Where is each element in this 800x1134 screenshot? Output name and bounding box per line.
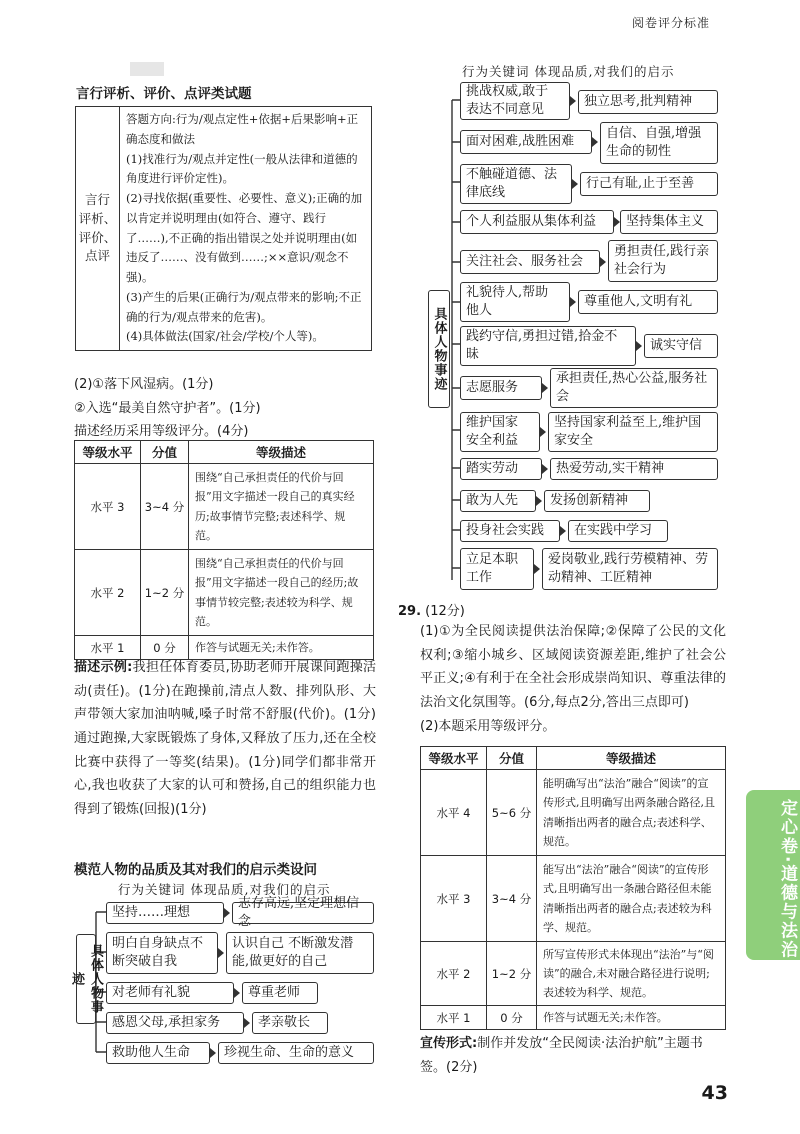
- action-box: 感恩父母,承担家务: [106, 1012, 244, 1034]
- quality-box: 坚持国家利益至上,维护国家安全: [548, 412, 718, 452]
- q29-number: 29.: [398, 604, 422, 619]
- action-box: 礼貌待人,帮助他人: [460, 282, 570, 322]
- action-box: 不触碰道德、法律底线: [460, 164, 572, 204]
- quality-box: 自信、自强,增强生命的韧性: [600, 122, 718, 164]
- col-header: 等级描述: [537, 747, 726, 770]
- action-box: 关注社会、服务社会: [460, 250, 600, 274]
- level-cell: 水平 2: [421, 942, 487, 1006]
- score-cell: 0 分: [487, 1006, 537, 1030]
- desc-cell: 围绕“自己承担责任的代价与回报”用文字描述一段自己的经历;故事情节较完整;表述较为科学、规范。: [189, 550, 374, 636]
- page-number: 43: [701, 1082, 728, 1104]
- q29-header: [398, 600, 465, 619]
- left-keyword-header: 行为关键词 体现品质,对我们的启示: [118, 882, 331, 897]
- level-cell: 水平 3: [421, 856, 487, 942]
- quality-box: 诚实守信: [644, 334, 718, 358]
- section1-title: 言行评析、评价、点评类试题: [76, 86, 252, 102]
- table1-row-label: 言行 评析、 评价、 点评: [76, 107, 120, 351]
- arrow-icon: [210, 1048, 216, 1058]
- table1-line: (3)产生的后果(正确行为/观点带来的影响;不正确的行为/观点带来的危害)。: [126, 289, 362, 324]
- level-cell: 水平 4: [421, 770, 487, 856]
- action-box: 立足本职工作: [460, 548, 534, 590]
- action-box: 踏实劳动: [460, 458, 542, 480]
- arrow-icon: [218, 948, 224, 958]
- table1-line: (2)寻找依据(重要性、必要性、意义);正确的加以肯定并说明理由(如符合、遵守、践行了……),不正确的指出错误之处并说明理由(如违反了……、没有做到……;××意识/观念不强)。: [126, 191, 363, 285]
- desc-cell: 能明确写出“法治”融合“阅读”的宣传形式,且明确写出两条融合路径,且清晰指出两者的融合点;表述科学、规范。: [537, 770, 726, 856]
- quality-box: 尊重他人,文明有礼: [578, 290, 718, 314]
- level-cell: 水平 3: [75, 464, 141, 550]
- score-cell: 5~6 分: [487, 770, 537, 856]
- header-label: 阅卷评分标准: [631, 16, 710, 30]
- level-cell: 水平 1: [75, 636, 141, 660]
- col-header: 等级水平: [421, 747, 487, 770]
- quality-box: 独立思考,批判精神: [578, 90, 718, 114]
- table-row: [421, 942, 726, 1006]
- arrow-icon: [234, 988, 240, 998]
- quality-box: 认识自己 不断激发潜能,做更好的自己: [226, 932, 374, 974]
- quality-box: 在实践中学习: [568, 520, 668, 542]
- grade-table-2: [420, 746, 726, 1030]
- action-box: 投身社会实践: [460, 520, 560, 542]
- quality-box: 坚持集体主义: [620, 210, 718, 234]
- quality-box: 志存高远,坚定理想信念: [232, 902, 374, 924]
- quality-box: 孝亲敬长: [252, 1012, 328, 1034]
- quality-box: 珍视生命、生命的意义: [218, 1042, 374, 1064]
- col-header: 等级水平: [75, 441, 141, 464]
- action-box: 践约守信,勇担过错,拾金不昧: [460, 326, 636, 366]
- table-row: [421, 856, 726, 942]
- table1-line: (1)找准行为/观点并定性(一般从法律和道德的角度进行评价定性)。: [126, 151, 358, 186]
- score-cell: 1~2 分: [141, 550, 189, 636]
- q2-line1: (2)①落下风湿病。(1分): [74, 377, 214, 392]
- action-box: 对老师有礼貌: [106, 982, 234, 1004]
- q2-line3: 描述经历采用等级评分。(4分): [74, 424, 249, 440]
- quality-box: 热爱劳动,实干精神: [550, 458, 718, 480]
- q29-answers: [420, 620, 726, 738]
- col-header: 等级描述: [189, 441, 374, 464]
- action-box: 明白自身缺点不断突破自我: [106, 932, 218, 974]
- table-row: [421, 770, 726, 856]
- desc-cell: 作答与试题无关;未作答。: [189, 636, 374, 660]
- col-header: 分值: [487, 747, 537, 770]
- action-box: 坚持……理想: [106, 902, 224, 924]
- level-cell: 水平 2: [75, 550, 141, 636]
- right-vertical-label: 具体人物事迹: [428, 290, 450, 408]
- subject-side-tab: 定心卷·道德与法治: [746, 790, 800, 960]
- quality-box: 承担责任,热心公益,服务社会: [550, 368, 718, 408]
- desc-cell: 所写宣传形式未体现出“法治”与“阅读”的融合,未对融合路径进行说明;表述较为科学、规范。: [537, 942, 726, 1006]
- score-cell: 0 分: [141, 636, 189, 660]
- action-box: 志愿服务: [460, 376, 542, 400]
- action-box: 敢为人先: [460, 490, 536, 512]
- example-text: 我担任体育委员,协助老师开展课间跑操活动(责任)。(1分)在跑操前,清点人数、排列队形、大声带领大家加油呐喊,嗓子时常不舒服(代价)。(1分)通过跑操,大家既锻炼了身体,又释放了压力,还在全校比赛中获得了一等奖(结果)。(1分)同学们都非常开心,我也收获了大家的认可和赞扬,自己的组织能力也得到了锻炼(回报)(1分): [74, 660, 376, 817]
- table1-line: 答题方向:行为/观点定性+依据+后果影响+正确态度和做法: [126, 112, 359, 146]
- table1-line: (4)具体做法(国家/社会/学校/个人等)。: [126, 329, 324, 344]
- score-cell: 3~4 分: [487, 856, 537, 942]
- action-box: 挑战权威,敢于表达不同意见: [460, 82, 570, 120]
- q29-part2: (2)本题采用等级评分。: [420, 718, 556, 734]
- q29-part1: (1)①为全民阅读提供法治保障;②保障了公民的文化权利;③缩小城乡、区域阅读资源差距,维护了社会公平正义;④有利于在全社会形成崇尚知识、尊重法律的法治文化氛围等。(6分,每点2分,答出三点即可): [420, 624, 726, 710]
- example-label: 描述示例:: [74, 660, 133, 675]
- section2-title: 模范人物的品质及其对我们的启示类设问: [74, 862, 317, 878]
- desc-cell: 围绕“自己承担责任的代价与回报”用文字描述一段自己的真实经历;故事情节完整;表述科学、规范。: [189, 464, 374, 550]
- score-cell: 3~4 分: [141, 464, 189, 550]
- quality-box: 爱岗敬业,践行劳模精神、劳动精神、工匠精神: [542, 548, 718, 590]
- quality-box: 发扬创新精神: [544, 490, 650, 512]
- col-header: 分值: [141, 441, 189, 464]
- action-box: 救助他人生命: [106, 1042, 210, 1064]
- action-box: 面对困难,战胜困难: [460, 130, 592, 154]
- desc-cell: 作答与试题无关;未作答。: [537, 1006, 726, 1030]
- quality-box: 尊重老师: [242, 982, 318, 1004]
- action-box: 维护国家安全利益: [460, 412, 540, 452]
- promo-label: 宣传形式:: [420, 1036, 478, 1051]
- arrow-icon: [224, 908, 230, 918]
- q2-line2: ②入选“最美自然守护者”。(1分): [74, 400, 261, 416]
- promo-paragraph: [420, 1032, 726, 1079]
- score-cell: 1~2 分: [487, 942, 537, 1006]
- left-vertical-label: 具体人物事迹: [76, 934, 96, 1024]
- right-keyword-header: 行为关键词 体现品质,对我们的启示: [462, 64, 675, 79]
- q29-score: (12分): [425, 604, 465, 619]
- quality-box: 行己有耻,止于至善: [580, 172, 718, 196]
- desc-cell: 能写出“法治”融合“阅读”的宣传形式,且明确写出一条融合路径但未能清晰指出两者的融合点;表述较为科学、规范。: [537, 856, 726, 942]
- quality-box: 勇担责任,践行亲社会行为: [608, 240, 718, 282]
- action-box: 个人利益服从集体利益: [460, 210, 614, 234]
- table-row: [421, 1006, 726, 1030]
- arrow-icon: [244, 1018, 250, 1028]
- promo-text: 制作并发放“全民阅读·法治护航”主题书签。(2分): [420, 1036, 703, 1075]
- level-cell: 水平 1: [421, 1006, 487, 1030]
